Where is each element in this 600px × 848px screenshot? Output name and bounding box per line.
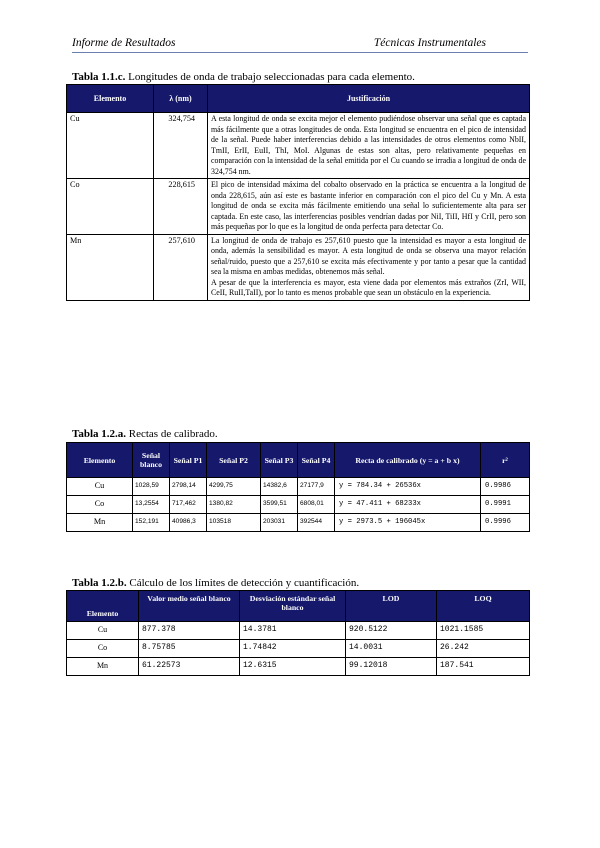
signal-cell: 6808,01 (298, 496, 335, 514)
column-header: Elemento (67, 443, 133, 478)
loq-cell: 26.242 (437, 640, 530, 658)
signal-cell: 717,462 (170, 496, 207, 514)
blank-signal-cell: 152,191 (133, 514, 170, 532)
element-cell: Co (67, 640, 139, 658)
column-header: Señal blanco (133, 443, 170, 478)
table2-caption-text: Rectas de calibrado. (126, 428, 218, 440)
column-header: Señal P1 (170, 443, 207, 478)
lod-cell: 14.0031 (346, 640, 437, 658)
blank-mean-cell: 8.75785 (139, 640, 240, 658)
table3-caption-text: Cálculo de los límites de detección y cuantificación. (126, 577, 360, 589)
column-header: λ (nm) (154, 85, 208, 113)
justification-paragraph: La longitud de onda de trabajo es 257,610 puesto que la intensidad es mayor a esta longitud de onda, además la sensibilidad es mayor. A esta longitud de onda se observa una mayor relación señal/ruido, puesto que a 257,610 se excita más efectivamente y por tanto a pesar que la cantidad sea la misma en ambas medidas, obtenemos más señal. (211, 235, 526, 276)
table-row (67, 478, 530, 496)
r2-cell: 0.9991 (481, 496, 530, 514)
calibration-table (66, 442, 530, 532)
table1-caption-text: Longitudes de onda de trabajo seleccionadas para cada elemento. (125, 71, 415, 83)
column-header: Señal P2 (207, 443, 261, 478)
element-cell: Cu (67, 478, 133, 496)
wavelength-table (66, 84, 530, 301)
table-row (67, 658, 530, 676)
table-header-row (67, 85, 530, 113)
column-header: Elemento (67, 85, 154, 113)
element-cell: Mn (67, 514, 133, 532)
column-header: Señal P4 (298, 443, 335, 478)
table1-caption (72, 71, 415, 84)
element-cell: Cu (67, 113, 154, 179)
blank-sd-cell: 12.6315 (240, 658, 346, 676)
blank-mean-cell: 61.22573 (139, 658, 240, 676)
table-row (67, 113, 530, 179)
r2-cell: 0.9986 (481, 478, 530, 496)
element-cell: Mn (67, 234, 154, 300)
table-row (67, 622, 530, 640)
justification-cell (208, 234, 530, 300)
wavelength-cell: 324,754 (154, 113, 208, 179)
blank-sd-cell: 1.74842 (240, 640, 346, 658)
justification-cell: A esta longitud de onda se excita mejor el elemento pudiéndose observar una señal que es captada más fácilmente que a otras longitudes de onda. Esta longitud se encuentra en el pico de intensidad de la señal. Puede haber interferencias debido a las intensidades de otros elementos como NbII, TmII, ErII, EuII, ThI, MoI. Algunas de estas son altas, pero relativamente pequeñas en comparación con la intensidad de la señal emitida por el Cu cuando se irradia a longitud de onda de 324,754 nm. (208, 113, 530, 179)
r2-cell: 0.9996 (481, 514, 530, 532)
loq-cell: 1021.1585 (437, 622, 530, 640)
table3-caption (72, 577, 359, 590)
page-header (72, 37, 528, 53)
blank-sd-cell: 14.3781 (240, 622, 346, 640)
table-row (67, 179, 530, 235)
table2-caption-number: Tabla 1.2.a. (72, 428, 127, 440)
justification-cell: El pico de intensidad máxima del cobalto observado en la práctica se encuentra a la longitud de onda 228,615, aún así este es bastante inferior en comparación con el pico del Cu y Mn. A esta longitud de onda se excita más fácilmente emitiendo una señal lo suficientemente alta para ser captada. En este caso, las interferencias posibles vendrían dadas por NiI, TiII, HfI y CrII, pero son más pequeñas por lo que es la longitud de onda perfecta para detectar Co. (208, 179, 530, 235)
table-row (67, 496, 530, 514)
column-header: r² (481, 443, 530, 478)
column-header: Valor medio señal blanco (139, 591, 240, 622)
signal-cell: 14382,6 (261, 478, 298, 496)
table3-caption-number: Tabla 1.2.b. (72, 577, 127, 589)
signal-cell: 103518 (207, 514, 261, 532)
column-header: Elemento (67, 591, 139, 622)
column-header: LOD (346, 591, 437, 622)
column-header: Recta de calibrado (y = a + b x) (335, 443, 481, 478)
table-row (67, 514, 530, 532)
loq-cell: 187.541 (437, 658, 530, 676)
blank-mean-cell: 877.378 (139, 622, 240, 640)
signal-cell: 27177,9 (298, 478, 335, 496)
column-header: Señal P3 (261, 443, 298, 478)
wavelength-cell: 257,610 (154, 234, 208, 300)
blank-signal-cell: 1028,59 (133, 478, 170, 496)
wavelength-cell: 228,615 (154, 179, 208, 235)
detection-limits-table (66, 590, 530, 676)
signal-cell: 40986,3 (170, 514, 207, 532)
blank-signal-cell: 13,2554 (133, 496, 170, 514)
justification-paragraph: A pesar de que la interferencia es mayor, esta viene dada por elementos más extraños (ZrI, WII, CeII, RuII,TaII), por lo tanto es menos probable que sean un obstáculo en la experiencia. (211, 277, 526, 297)
signal-cell: 203031 (261, 514, 298, 532)
column-header: Justificación (208, 85, 530, 113)
table-row (67, 234, 530, 300)
lod-cell: 99.12018 (346, 658, 437, 676)
element-cell: Cu (67, 622, 139, 640)
table-header-row (67, 443, 530, 478)
element-cell: Co (67, 496, 133, 514)
header-subject: Técnicas Instrumentales (373, 37, 486, 49)
equation-cell: y = 2973.5 + 196045x (335, 514, 481, 532)
signal-cell: 2798,14 (170, 478, 207, 496)
table1-caption-number: Tabla 1.1.c. (72, 71, 126, 83)
signal-cell: 3599,51 (261, 496, 298, 514)
table-row (67, 640, 530, 658)
header-title: Informe de Resultados (72, 37, 176, 49)
signal-cell: 4299,75 (207, 478, 261, 496)
table-header-row (67, 591, 530, 622)
lod-cell: 920.5122 (346, 622, 437, 640)
column-header: LOQ (437, 591, 530, 622)
element-cell: Mn (67, 658, 139, 676)
signal-cell: 1380,82 (207, 496, 261, 514)
equation-cell: y = 47.411 + 68233x (335, 496, 481, 514)
equation-cell: y = 784.34 + 26536x (335, 478, 481, 496)
table2-caption (72, 428, 218, 441)
signal-cell: 392544 (298, 514, 335, 532)
column-header: Desviación estándar señal blanco (240, 591, 346, 622)
element-cell: Co (67, 179, 154, 235)
